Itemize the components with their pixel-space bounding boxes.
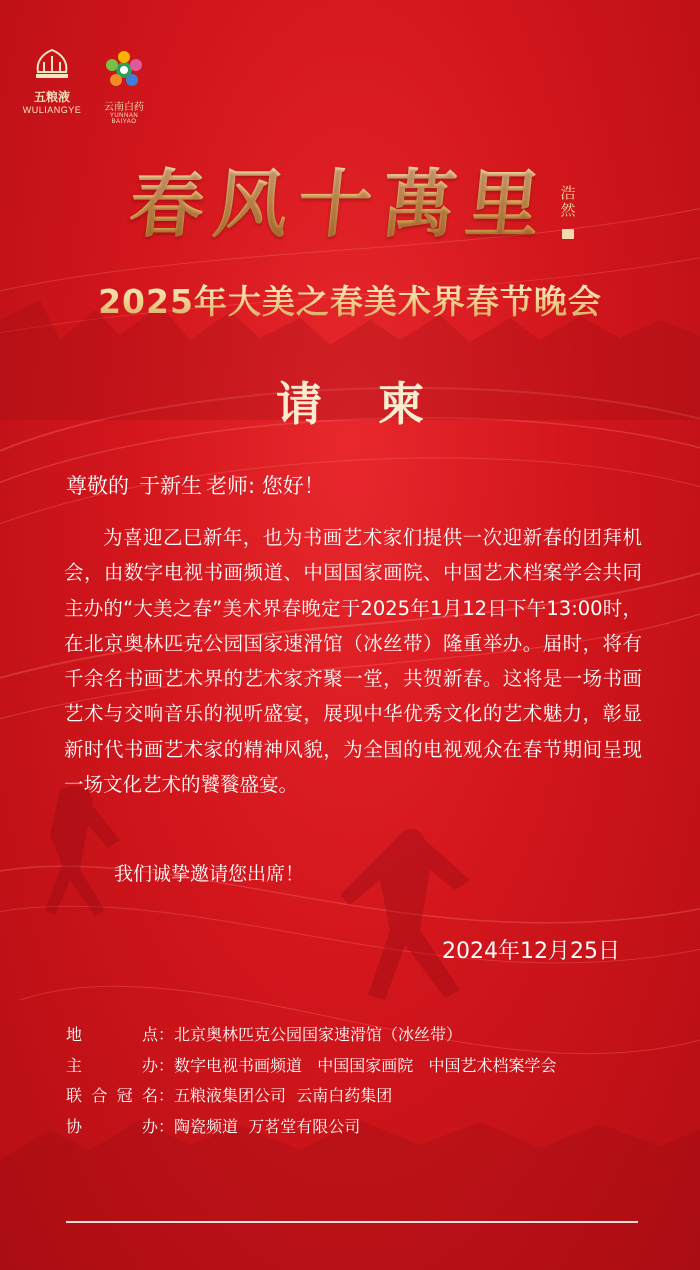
yunnan-baiyao-logo-en: YUNNAN BAIYAO (109, 113, 139, 125)
artist-signature: 浩然 (560, 184, 576, 219)
bottom-divider (66, 1221, 638, 1223)
event-info (66, 1020, 666, 1142)
info-colon: ： (158, 1116, 175, 1136)
info-row-co-organizer (66, 1112, 666, 1143)
info-label-char: 冠 (116, 1086, 133, 1105)
info-label-char: 办 (141, 1116, 158, 1136)
info-value: 五粮液集团公司 云南白药集团 (174, 1086, 393, 1105)
info-label-char: 主 (66, 1055, 83, 1075)
info-label-char: 点 (141, 1025, 158, 1044)
info-row-venue (66, 1020, 666, 1051)
info-label (66, 1020, 158, 1051)
invitation-date: 2024年12月25日 (442, 939, 620, 964)
info-colon: ： (158, 1086, 175, 1105)
greeting (66, 471, 646, 501)
info-colon: ： (158, 1055, 175, 1075)
yunnan-baiyao-emblem-icon (102, 48, 146, 92)
calligraphy-title: 春风十萬里 (104, 150, 576, 260)
info-label-char: 办 (141, 1055, 158, 1075)
greeting-suffix: 老师: 您好！ (206, 474, 325, 498)
greeting-prefix: 尊敬的 (66, 474, 129, 498)
info-value: 数字电视书画频道 中国国家画院 中国艺术档案学会 (174, 1055, 557, 1075)
info-label (66, 1112, 158, 1143)
info-label-char: 合 (91, 1086, 108, 1105)
info-label-char: 协 (66, 1116, 83, 1136)
wuliangye-logo (16, 48, 88, 115)
info-label (66, 1081, 158, 1112)
guest-name: 于新生 (139, 474, 202, 498)
wuliangye-logo-cn: 五粮液 (33, 90, 70, 104)
info-row-sponsor (66, 1081, 666, 1112)
info-value: 北京奥林匹克公园国家速滑馆（冰丝带） (174, 1025, 463, 1044)
invitation-title: 请柬 (276, 377, 480, 431)
info-colon: ： (158, 1025, 175, 1044)
info-value: 陶瓷频道 万茗堂有限公司 (174, 1116, 361, 1136)
info-label-char: 联 (66, 1086, 83, 1105)
info-row-host (66, 1051, 666, 1082)
info-label-char: 名 (141, 1086, 158, 1105)
closing-line: 我们诚挚邀请您出席！ (114, 863, 305, 885)
yunnan-baiyao-logo-cn: 云南白药 (104, 102, 144, 113)
info-label-char: 地 (66, 1025, 83, 1044)
yunnan-baiyao-logo (98, 48, 150, 125)
invitation-body: 为喜迎乙巳新年，也为书画艺术家们提供一次迎新春的团拜机会，由数字电视书画频道、中国国家画院、中国艺术档案学会共同主办的“大美之春”美术界春晚定于2025年1月12日下午13:00时，在北京奥林匹克公园国家速滑馆（冰丝带）隆重举办。届时，将有千余名书画艺术界的艺术家齐聚一堂，共贺新春。这将是一场书画艺术与交响音乐的视听盛宴，展现中华优秀文化的艺术魅力，彰显新时代书画艺术家的精神风貌，为全国的电视观众在春节期间呈现一场文化艺术的饕餮盛宴。 (64, 526, 642, 797)
seal-stamp (562, 229, 574, 239)
event-subtitle: 2025年大美之春美术界春节晚会 (0, 276, 700, 323)
wuliangye-logo-en: WULIANGYE (22, 105, 82, 115)
info-label (66, 1051, 158, 1082)
wuliangye-emblem-icon (32, 48, 72, 82)
